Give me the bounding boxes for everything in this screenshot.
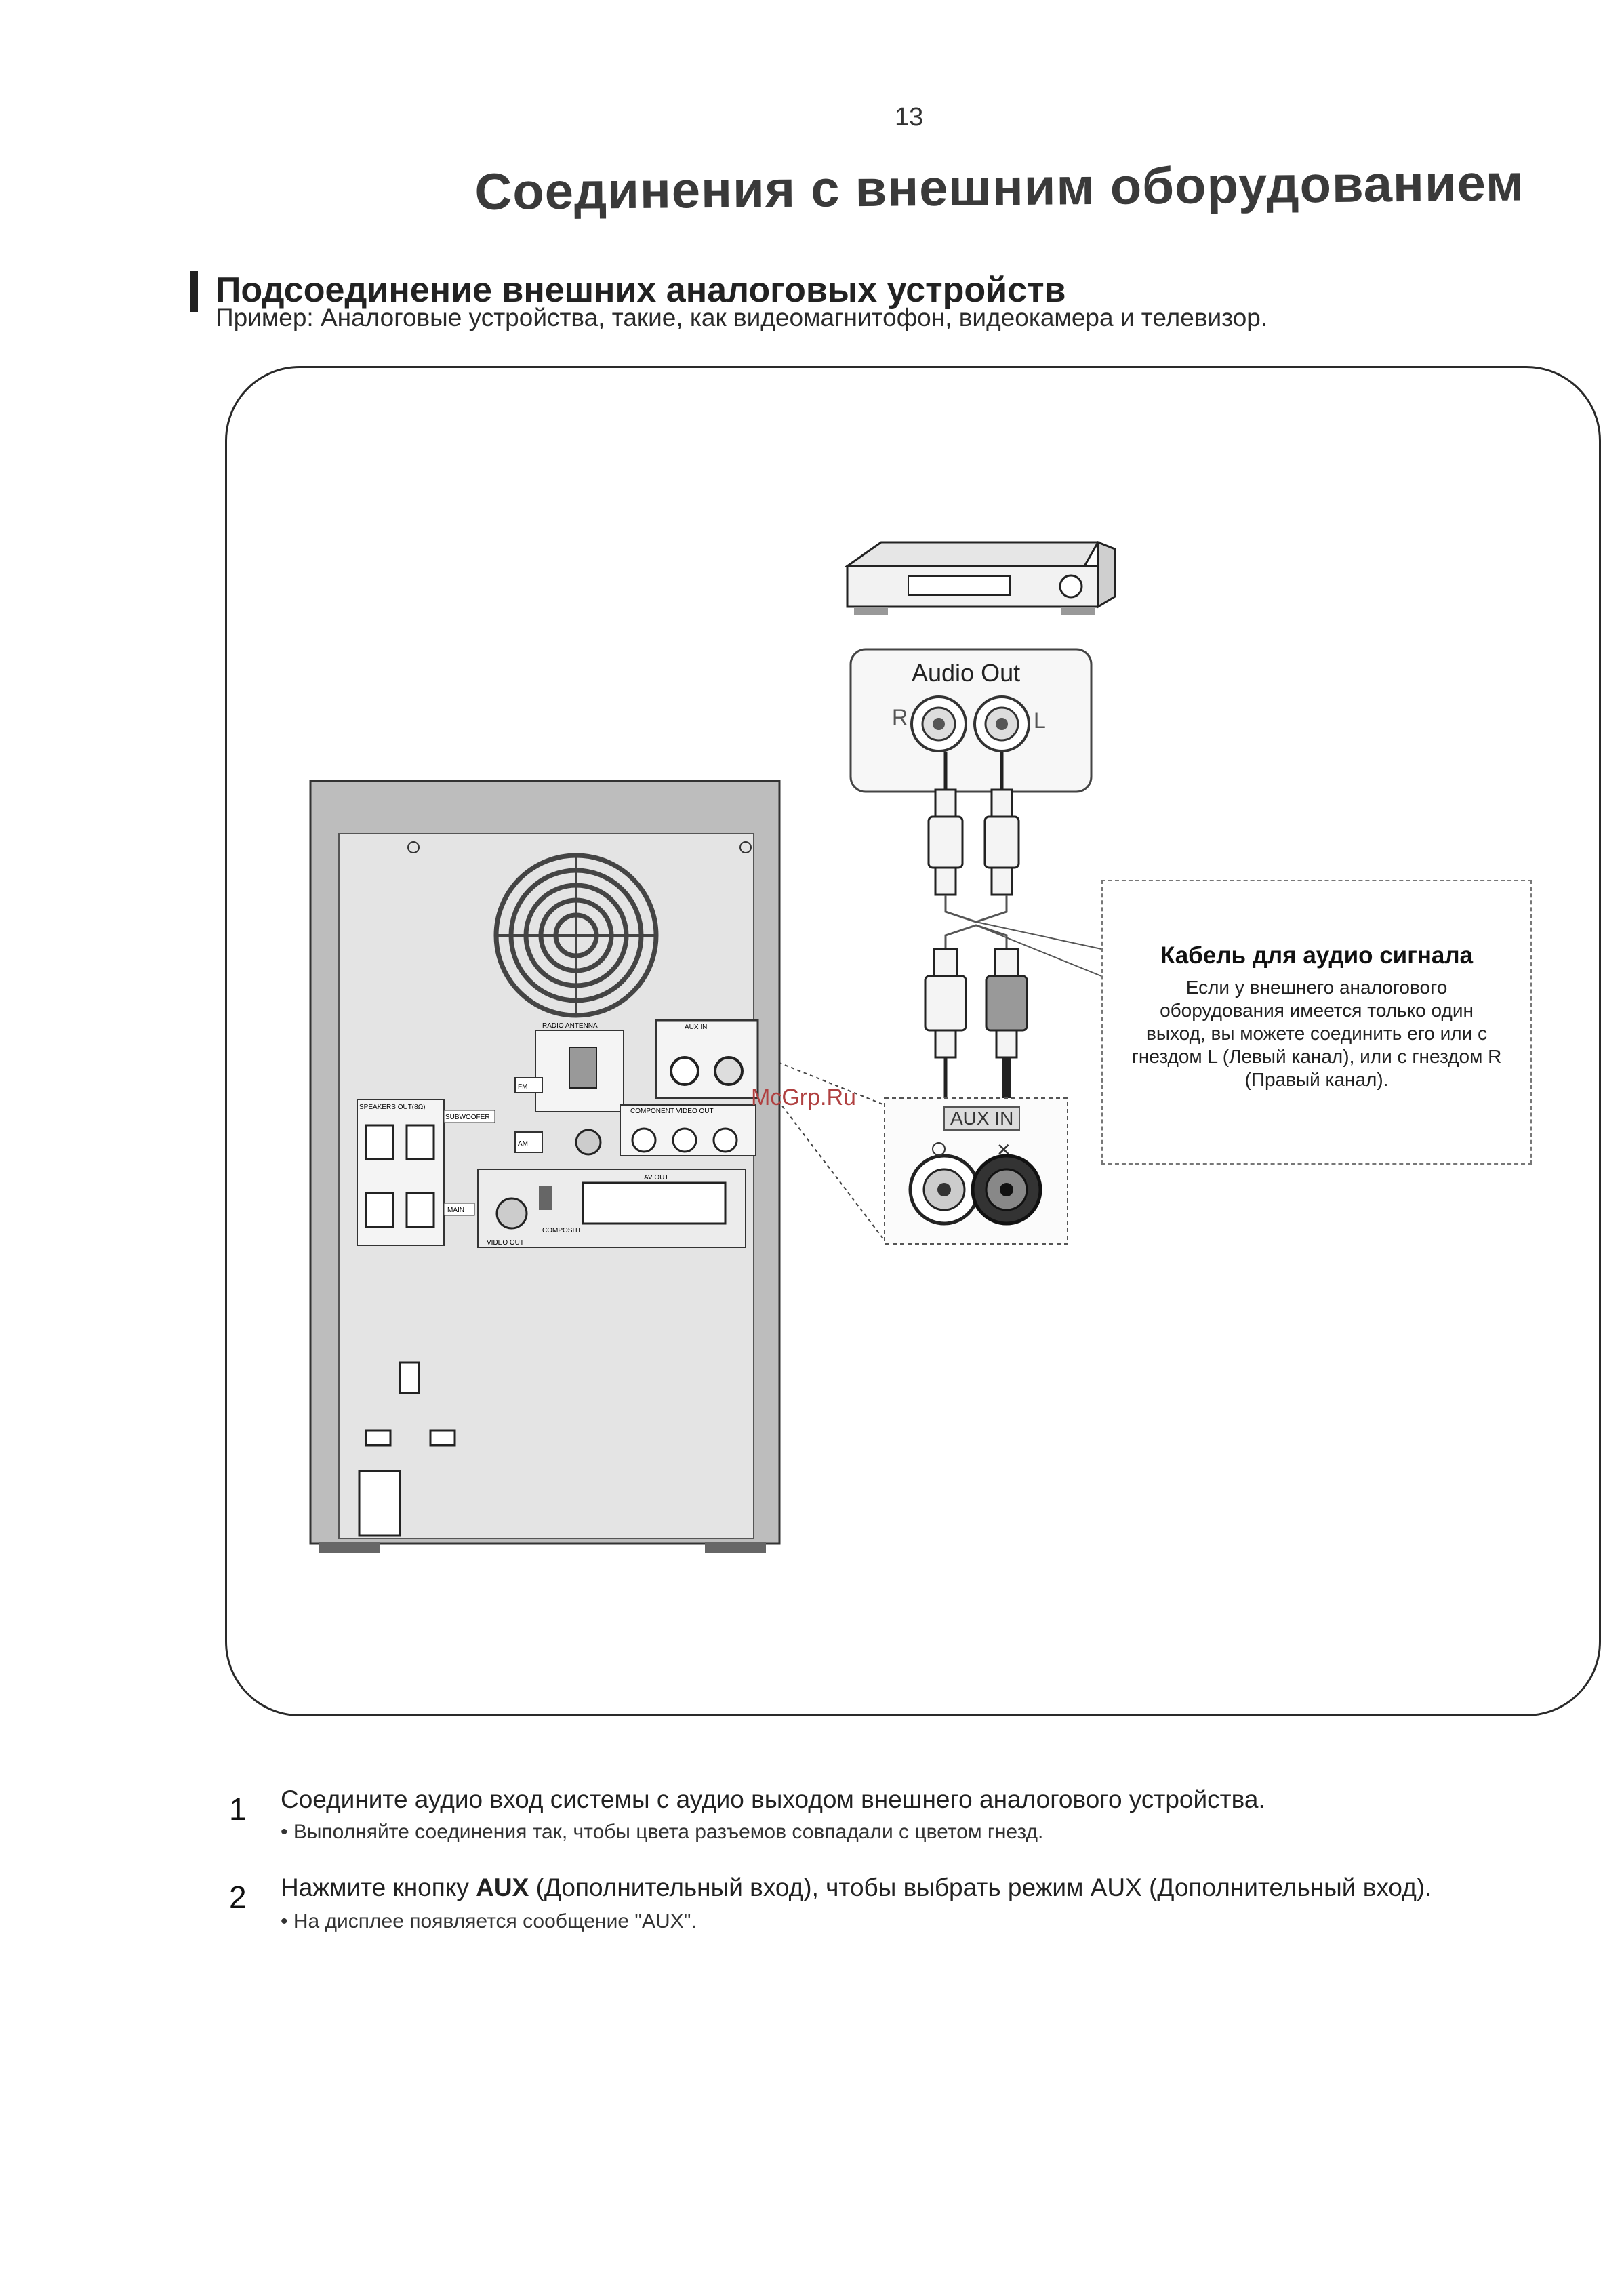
aux-in-r-jack-icon	[910, 1156, 978, 1224]
step-2-text	[281, 1874, 1432, 1902]
vcr-device-icon	[847, 542, 1115, 615]
audio-out-l-label: L	[1034, 708, 1046, 733]
callout-title: Кабель для аудио сигнала	[1160, 942, 1474, 969]
fan-grille-icon	[496, 855, 656, 1015]
aux-in-l-jack-icon	[973, 1156, 1040, 1224]
page-number: 13	[895, 103, 924, 132]
audio-cable	[946, 895, 1101, 976]
section-subtitle: Пример: Аналоговые устройства, такие, как видеомагнитофон, видеокамера и телевизор.	[216, 304, 1268, 331]
step-1-number: 1	[229, 1792, 247, 1827]
section-title: Подсоединение внешних аналоговых устройств	[216, 270, 1066, 310]
audio-out-label: Audio Out	[912, 659, 1021, 687]
step-2-text-before: Нажмите кнопку	[281, 1874, 476, 1901]
step-2-number: 2	[229, 1880, 247, 1915]
step-1-bullet-text: Выполняйте соединения так, чтобы цвета разъемов совпадали с цветом гнезд.	[293, 1821, 1044, 1843]
audio-out-r-jack-icon	[912, 697, 966, 751]
label-fm: FM	[518, 1083, 528, 1091]
step-1-text: Соедините аудио вход системы с аудио выходом внешнего аналогового устройства.	[281, 1785, 1265, 1813]
label-subwoofer: SUBWOOFER	[445, 1114, 490, 1121]
watermark: McGrp.Ru	[751, 1085, 856, 1110]
aux-in-label: AUX IN	[943, 1106, 1020, 1131]
label-composite: COMPOSITE	[542, 1227, 584, 1234]
cable-callout	[1101, 880, 1532, 1165]
label-av-out: AV OUT	[644, 1174, 669, 1181]
label-am: AM	[518, 1140, 528, 1148]
label-component-video-out: COMPONENT VIDEO OUT	[630, 1108, 714, 1115]
label-main: MAIN	[447, 1207, 464, 1214]
label-speakers-out: SPEAKERS OUT(8Ω)	[359, 1104, 426, 1111]
audio-out-r-label: R	[892, 705, 908, 729]
page-title: Соединения с внешним оборудованием	[474, 154, 1525, 221]
audio-out-l-jack-icon	[975, 697, 1029, 751]
main-unit-back-icon	[310, 781, 779, 1553]
step-2-bullet: • На дисплее появляется сообщение "AUX".	[281, 1910, 697, 1933]
step-1-bullet: • Выполняйте соединения так, чтобы цвета разъемов совпадали с цветом гнезд.	[281, 1821, 1044, 1843]
label-video-out: VIDEO OUT	[487, 1239, 525, 1247]
label-aux-in-small: AUX IN	[685, 1024, 708, 1031]
label-radio-antenna: RADIO ANTENNA	[542, 1022, 598, 1030]
step-2-text-after: (Дополнительный вход), чтобы выбрать режим AUX (Дополнительный вход).	[529, 1874, 1432, 1901]
svg-text:✕: ✕	[996, 1140, 1011, 1160]
step-2-bullet-text: На дисплее появляется сообщение "AUX".	[293, 1910, 697, 1933]
step-2-aux-bold: AUX	[476, 1874, 529, 1901]
callout-body: Если у внешнего аналогового оборудования имеется только один выход, вы можете соединить его или с гнездом L (Левый канал), или с гнездом R (Правый канал).	[1131, 977, 1502, 1090]
